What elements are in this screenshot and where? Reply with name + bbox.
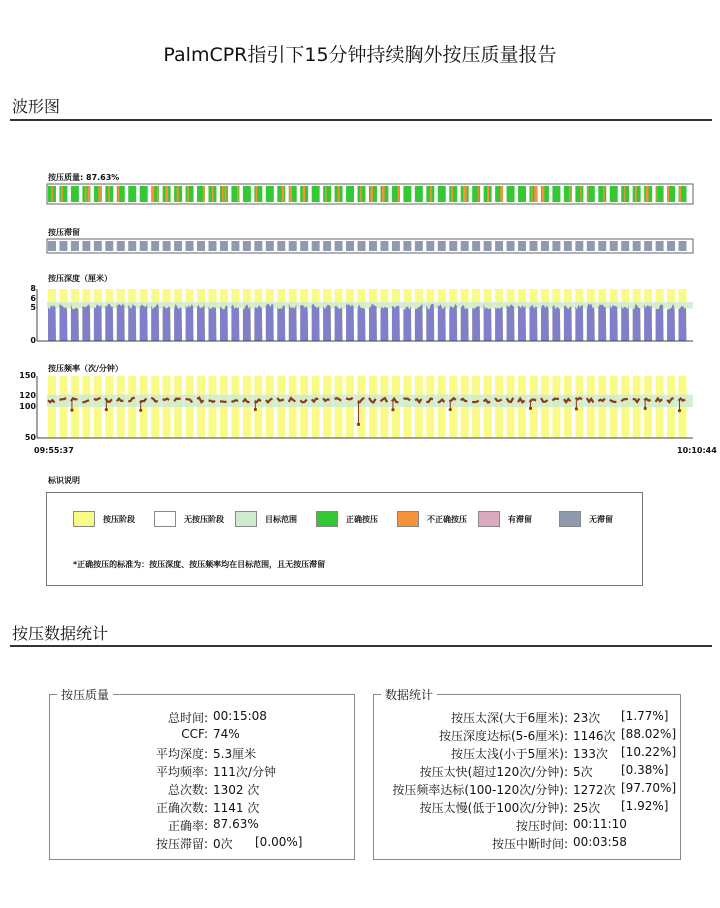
legend-title: 标识说明 <box>48 476 80 485</box>
legend-swatch <box>316 511 338 527</box>
incorrect-mark <box>51 186 53 202</box>
depth-area <box>266 304 274 341</box>
legend-label: 正确按压 <box>346 514 378 524</box>
depth-area <box>231 304 239 341</box>
stat-label: 按压太慢(低于100次/分钟): <box>419 801 568 815</box>
stagnation-segment <box>633 241 641 251</box>
stagnation-segment <box>94 241 102 251</box>
depth-area <box>277 305 285 341</box>
stat-value: 111次/分钟 <box>213 765 276 779</box>
stat-label: 正确率: <box>167 819 208 833</box>
stat-label: 按压中断时间: <box>491 837 568 851</box>
depth-area <box>254 305 262 341</box>
stat-value: 23次 <box>573 711 601 725</box>
stats-group <box>373 688 681 860</box>
depth-chart <box>47 289 693 341</box>
quality-group <box>49 688 355 860</box>
depth-tick-5: 5 <box>30 303 36 312</box>
stat-percent: [1.77%] <box>621 709 669 723</box>
depth-area <box>312 304 320 341</box>
depth-area <box>140 304 148 341</box>
stat-percent: [97.70%] <box>621 781 677 795</box>
rate-drop-point <box>105 408 108 411</box>
stagnation-segment <box>186 241 194 251</box>
depth-area <box>323 305 331 341</box>
stagnation-segment <box>140 241 148 251</box>
quality-segment <box>552 186 560 202</box>
stat-label: 平均频率: <box>155 765 208 779</box>
legend-item <box>478 511 559 527</box>
depth-area <box>380 307 388 341</box>
stat-value: 5.3厘米 <box>213 747 257 761</box>
stat-label: 按压太深(大于6厘米): <box>450 711 568 725</box>
legend-swatch <box>478 511 500 527</box>
stat-label: 按压太快(超过120次/分钟): <box>419 765 568 779</box>
legend-label: 按压阶段 <box>103 514 135 524</box>
depth-area <box>415 304 423 341</box>
legend-item <box>397 511 478 527</box>
depth-area <box>243 305 251 342</box>
rate-drop-point <box>391 408 394 411</box>
legend-item <box>559 511 640 527</box>
stat-label: CCF: <box>181 727 208 741</box>
incorrect-mark <box>282 186 284 202</box>
depth-area <box>610 305 618 341</box>
depth-area <box>679 306 687 341</box>
incorrect-mark <box>531 186 533 202</box>
incorrect-mark <box>225 186 227 202</box>
stagnation-segment <box>656 241 664 251</box>
depth-area <box>449 304 457 341</box>
depth-area <box>163 306 171 342</box>
stats-section-title: 按压数据统计 <box>12 624 109 643</box>
quality-segment <box>575 186 583 202</box>
legend-label: 无滞留 <box>589 514 613 524</box>
incorrect-mark <box>212 186 214 202</box>
stat-value: 1141 次 <box>213 801 260 815</box>
stagnation-segment <box>541 241 549 251</box>
incorrect-mark <box>624 186 625 202</box>
stagnation-segment <box>530 241 538 251</box>
quality-segment <box>59 186 67 202</box>
depth-area <box>289 304 297 341</box>
depth-area <box>644 304 652 341</box>
stagnation-segment <box>679 241 687 251</box>
report-title: PalmCPR指引下15分钟持续胸外按压质量报告 <box>163 44 557 66</box>
rate-drop-point <box>644 407 647 410</box>
quality-segment <box>507 186 515 202</box>
incorrect-mark <box>603 186 605 202</box>
rate-tick-100: 100 <box>19 402 36 411</box>
quality-segment <box>472 186 480 202</box>
stagnation-segment <box>48 241 56 251</box>
depth-area <box>598 304 606 341</box>
incorrect-mark <box>668 186 670 202</box>
stat-value: 74% <box>213 727 240 741</box>
quality-segment <box>243 186 251 202</box>
stat-value: 00:03:58 <box>573 835 627 849</box>
stagnation-segment <box>518 241 526 251</box>
incorrect-mark <box>99 186 101 202</box>
depth-area <box>403 306 411 341</box>
quality-segment <box>369 186 377 202</box>
quality-segment <box>220 186 228 202</box>
stagnation-segment <box>358 241 366 251</box>
depth-tick-8: 8 <box>30 284 36 293</box>
stagnation-segment <box>449 241 457 251</box>
quality-segment <box>610 186 618 202</box>
stagnation-segment <box>667 241 675 251</box>
depth-area <box>220 305 228 341</box>
incorrect-mark <box>635 186 637 202</box>
incorrect-mark <box>679 186 681 202</box>
incorrect-mark <box>587 186 588 202</box>
stagnation-segment <box>117 241 125 251</box>
incorrect-mark <box>542 186 544 202</box>
incorrect-mark <box>157 186 159 202</box>
stagnation-segment <box>266 241 274 251</box>
quality-segment <box>564 186 572 202</box>
incorrect-mark <box>646 186 649 202</box>
stats-group-title: 数据统计 <box>381 686 437 703</box>
depth-area <box>335 306 343 341</box>
depth-area <box>564 305 572 341</box>
depth-area <box>552 305 560 341</box>
quality-segment <box>186 186 194 202</box>
depth-tick-0: 0 <box>30 336 36 345</box>
incorrect-mark <box>534 186 537 202</box>
stat-value: 1302 次 <box>213 783 260 797</box>
quality-segment <box>71 186 79 202</box>
incorrect-mark <box>151 186 154 202</box>
stat-label: 按压滞留: <box>155 837 208 851</box>
rate-tick-50: 50 <box>24 433 36 442</box>
stat-value: 1272次 <box>573 783 616 797</box>
stagnation-segment <box>507 241 515 251</box>
rate-chart <box>47 376 693 438</box>
incorrect-mark <box>451 186 453 202</box>
depth-area <box>438 304 446 341</box>
depth-area <box>495 307 503 341</box>
quality-segment <box>403 186 411 202</box>
rate-drop-point <box>678 409 681 412</box>
quality-segment <box>128 186 136 202</box>
depth-area <box>197 304 205 341</box>
depth-area <box>82 304 90 341</box>
stagnation-segment <box>243 241 251 251</box>
stagnation-segment <box>289 241 297 251</box>
legend-label: 不正确按压 <box>427 514 467 524</box>
incorrect-mark <box>569 186 571 202</box>
quality-segment <box>346 186 354 202</box>
depth-area <box>472 306 480 341</box>
depth-area <box>346 304 354 341</box>
depth-area <box>518 305 526 341</box>
stagnation-segment <box>59 241 67 251</box>
stat-value: 00:11:10 <box>573 817 627 831</box>
stagnation-segment <box>392 241 400 251</box>
stat-label: 按压时间: <box>515 819 568 833</box>
stagnation-segment <box>323 241 331 251</box>
depth-area <box>186 304 194 341</box>
depth-chart-label: 按压深度（厘米） <box>48 274 112 283</box>
incorrect-mark <box>430 186 432 202</box>
quality-segment <box>449 186 457 202</box>
stat-label: 总次数: <box>167 783 208 797</box>
stagnation-segment <box>472 241 480 251</box>
depth-area <box>507 304 515 341</box>
depth-area <box>117 304 125 341</box>
depth-area <box>461 305 469 341</box>
depth-area <box>48 305 56 341</box>
stagnation-segment <box>380 241 388 251</box>
quality-segment <box>323 186 331 202</box>
incorrect-mark <box>108 186 109 202</box>
start-time-label: 09:55:37 <box>34 446 74 455</box>
stat-percent: [1.92%] <box>621 799 669 813</box>
legend-item <box>316 511 397 527</box>
incorrect-mark <box>118 186 120 202</box>
stagnation-segment <box>587 241 595 251</box>
rate-drop-point <box>70 408 73 411</box>
depth-area <box>358 304 366 341</box>
quality-segment <box>518 186 526 202</box>
rate-chart-label: 按压频率（次/分钟） <box>48 364 123 373</box>
depth-area <box>484 304 492 341</box>
stat-label: 总时间: <box>167 711 208 725</box>
stat-percent: [0.00%] <box>255 835 303 849</box>
incorrect-mark <box>222 186 224 202</box>
stagnation-segment <box>403 241 411 251</box>
stat-percent: [88.02%] <box>621 727 677 741</box>
depth-area <box>369 304 377 341</box>
rate-drop-point <box>357 423 360 426</box>
section-divider <box>10 645 712 647</box>
incorrect-mark <box>382 186 385 202</box>
incorrect-mark <box>256 186 258 202</box>
incorrect-mark <box>203 186 205 202</box>
legend-swatch <box>154 511 176 527</box>
incorrect-mark <box>370 186 372 202</box>
incorrect-mark <box>487 186 489 202</box>
stagnation-segment <box>128 241 136 251</box>
legend-swatch <box>235 511 257 527</box>
depth-area <box>541 305 549 341</box>
incorrect-mark <box>303 186 305 202</box>
stagnation-segment <box>552 241 560 251</box>
incorrect-mark <box>187 186 189 202</box>
depth-area <box>105 304 113 341</box>
quality-segment <box>312 186 320 202</box>
incorrect-mark <box>360 186 362 202</box>
stat-percent: [0.38%] <box>621 763 669 777</box>
stagnation-segment <box>82 241 90 251</box>
depth-tick-6: 6 <box>30 294 36 303</box>
incorrect-mark <box>398 186 400 202</box>
stat-label: 按压太浅(小于5厘米): <box>450 747 568 761</box>
stagnation-segment <box>575 241 583 251</box>
stagnation-segment <box>231 241 239 251</box>
depth-area <box>209 306 217 341</box>
stat-value: 133次 <box>573 747 608 761</box>
rate-drop-point <box>254 408 257 411</box>
stagnation-segment <box>312 241 320 251</box>
stagnation-segment <box>209 241 217 251</box>
stagnation-segment <box>415 241 423 251</box>
stagnation-segment <box>426 241 434 251</box>
depth-area <box>71 304 79 341</box>
stat-value: 25次 <box>573 801 601 815</box>
stagnation-segment <box>277 241 285 251</box>
stat-label: 平均深度: <box>155 747 208 761</box>
incorrect-mark <box>88 186 90 202</box>
depth-area <box>587 304 595 341</box>
depth-area <box>59 304 67 341</box>
stagnation-segment <box>300 241 308 251</box>
legend-label: 有滞留 <box>508 514 532 524</box>
incorrect-mark <box>325 186 327 202</box>
legend-item <box>73 511 154 527</box>
depth-area <box>128 304 136 341</box>
end-time-label: 10:10:44 <box>677 446 717 455</box>
stagnation-segment <box>71 241 79 251</box>
stagnation-segment <box>151 241 159 251</box>
depth-area <box>426 304 434 341</box>
incorrect-mark <box>85 186 87 202</box>
rate-tick-120: 120 <box>19 391 36 400</box>
incorrect-mark <box>478 186 479 202</box>
legend-swatch <box>559 511 581 527</box>
depth-area <box>530 304 538 341</box>
quality-segment <box>438 186 446 202</box>
stat-label: 正确次数: <box>155 801 208 815</box>
incorrect-mark <box>237 186 238 202</box>
stagnation-segment <box>163 241 171 251</box>
stat-value: 87.63% <box>213 817 259 831</box>
stagnation-segment <box>495 241 503 251</box>
rate-drop-point <box>139 409 142 412</box>
legend-swatch <box>73 511 95 527</box>
stagnation-segment <box>461 241 469 251</box>
stagnation-segment <box>335 241 343 251</box>
incorrect-mark <box>289 186 291 202</box>
incorrect-mark <box>580 186 581 202</box>
incorrect-mark <box>338 186 340 202</box>
legend-swatch <box>397 511 419 527</box>
stagnation-segment <box>484 241 492 251</box>
quality-bar-label: 按压质量: 87.63% <box>48 173 120 182</box>
stat-value: 0次 <box>213 837 233 851</box>
legend-item <box>235 511 316 527</box>
quality-segment <box>254 186 262 202</box>
stagnation-segment <box>346 241 354 251</box>
incorrect-mark <box>165 186 168 202</box>
stagnation-segment <box>564 241 572 251</box>
depth-area <box>300 305 308 341</box>
legend-box <box>46 492 643 586</box>
stat-value: 1146次 <box>573 729 616 743</box>
incorrect-mark <box>657 186 658 202</box>
stagnation-segment <box>621 241 629 251</box>
quality-segment <box>415 186 423 202</box>
rate-drop-point <box>529 407 532 410</box>
incorrect-mark <box>61 186 63 202</box>
incorrect-mark <box>500 186 502 202</box>
depth-area <box>621 306 629 341</box>
incorrect-mark <box>463 186 465 202</box>
legend-items <box>73 511 640 527</box>
stat-value: 00:15:08 <box>213 709 267 723</box>
incorrect-mark <box>177 186 179 202</box>
stagnation-segment <box>598 241 606 251</box>
depth-area <box>575 305 583 341</box>
rate-tick-150: 150 <box>19 371 36 380</box>
incorrect-mark <box>465 186 467 202</box>
stagnation-segment <box>105 241 113 251</box>
stagnation-segment <box>369 241 377 251</box>
stagnation-segment <box>197 241 205 251</box>
quality-segment <box>266 186 274 202</box>
depth-area <box>94 304 102 341</box>
quality-group-title: 按压质量 <box>57 686 113 703</box>
legend-note: *正确按压的标准为：按压深度、按压频率均在目标范围，且无按压滞留 <box>73 560 326 569</box>
rate-drop-point <box>449 408 452 411</box>
legend-label: 无按压阶段 <box>184 514 224 524</box>
stagnation-segment <box>644 241 652 251</box>
depth-area <box>174 304 182 341</box>
quality-segment <box>598 186 606 202</box>
depth-area <box>656 304 664 341</box>
stagnation-segment <box>174 241 182 251</box>
stagnation-segment <box>610 241 618 251</box>
depth-area <box>392 306 400 341</box>
rate-drop-point <box>575 407 578 410</box>
legend-label: 目标范围 <box>265 514 297 524</box>
stagnation-bar-label: 按压滞留 <box>48 228 80 237</box>
stagnation-segment <box>220 241 228 251</box>
stat-value: 5次 <box>573 765 593 779</box>
stagnation-segment <box>254 241 262 251</box>
depth-area <box>633 304 641 341</box>
depth-area <box>151 304 159 341</box>
legend-item <box>154 511 235 527</box>
waveform-section-title: 波形图 <box>12 97 61 116</box>
stagnation-segment <box>438 241 446 251</box>
quality-segment <box>140 186 148 202</box>
stat-label: 按压频率达标(100-120次/分钟): <box>392 783 568 797</box>
stat-label: 按压深度达标(5-6厘米): <box>438 729 568 743</box>
stat-percent: [10.22%] <box>621 745 677 759</box>
